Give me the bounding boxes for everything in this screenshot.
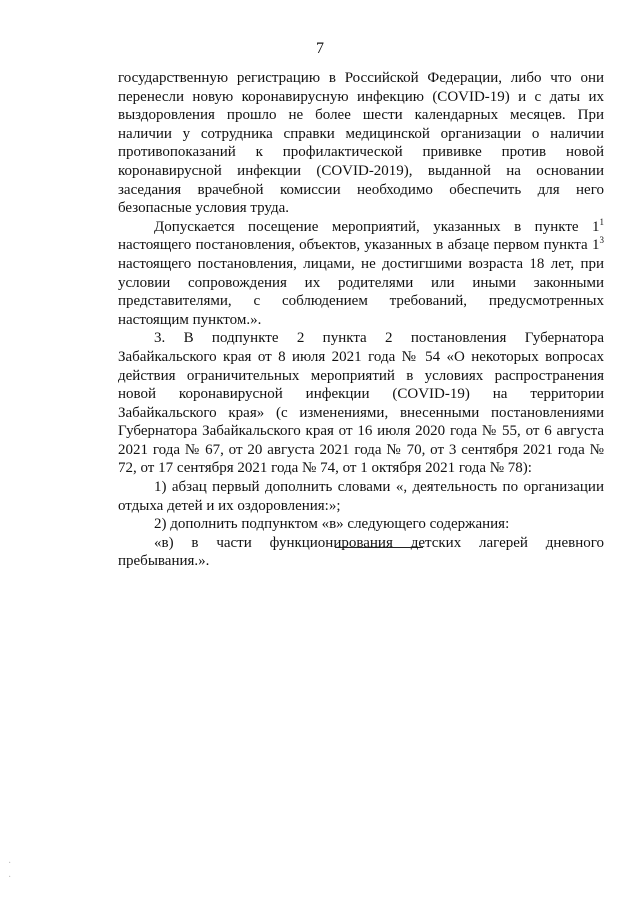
superscript-3: 3 — [599, 235, 604, 246]
paragraph-admission-text-3: настоящего постановления, лицами, не достигшими возраста 18 лет, при условии сопровождения их родителями или иными законными представителями, с соблюдением требований, предусмотренных настоящим пунктом.». — [118, 255, 604, 328]
paragraph-subitem-1: 1) абзац первый дополнить словами «, деятельность по организации отдыха детей и их оздоровления:»; — [118, 479, 604, 514]
scan-mark-bottom: · — [8, 872, 12, 883]
document-body — [118, 69, 604, 571]
paragraph-admission-text-2: настоящего постановления, объектов, указанных в абзаце первом пункта 1 — [118, 237, 600, 254]
paragraph-admission-text-1: Допускается посещение мероприятий, указанных в пункте 1 — [154, 218, 600, 235]
superscript-1: 1 — [599, 216, 604, 227]
paragraph-admission — [118, 218, 604, 330]
page-number: 7 — [316, 40, 324, 57]
end-divider — [335, 547, 423, 548]
paragraph-item-3: 3. В подпункте 2 пункта 2 постановления Губернатора Забайкальского края от 8 июля 2021 года № 54 «О некоторых вопросах действия ограничительных мероприятий в условиях распространения новой коронавирусной инфекции (COVID-19) на территории Забайкальского края» (с изменениями, внесенными постановлениями Губернатора Забайкальского края от 16 июля 2020 года № 55, от 6 августа 2021 года № 67, от 20 августа 2021 года № 70, от 3 сентября 2021 года № 72, от 17 сентября 2021 года № 74, от 1 октября 2021 года № 78): — [118, 330, 604, 477]
scan-mark-top: · — [8, 858, 12, 869]
paragraph-subitem-2: 2) дополнить подпунктом «в» следующего содержания: — [154, 516, 510, 533]
paragraph-continuation: государственную регистрацию в Российской Федерации, либо что они перенесли новую коронавирусную инфекцию (COVID-19) и с даты их выздоровления прошло не более шести календарных месяцев. При наличии у сотрудника справки медицинской организации о наличии противопоказаний к профилактической прививке против новой коронавирусной инфекции (COVID-2019), выданной на основании заседания врачебной комиссии необходимо обеспечить для него безопасные условия труда. — [118, 70, 604, 217]
paragraph-subitem-v: «в) в части функционирования детских лагерей дневного пребывания.». — [118, 534, 604, 570]
